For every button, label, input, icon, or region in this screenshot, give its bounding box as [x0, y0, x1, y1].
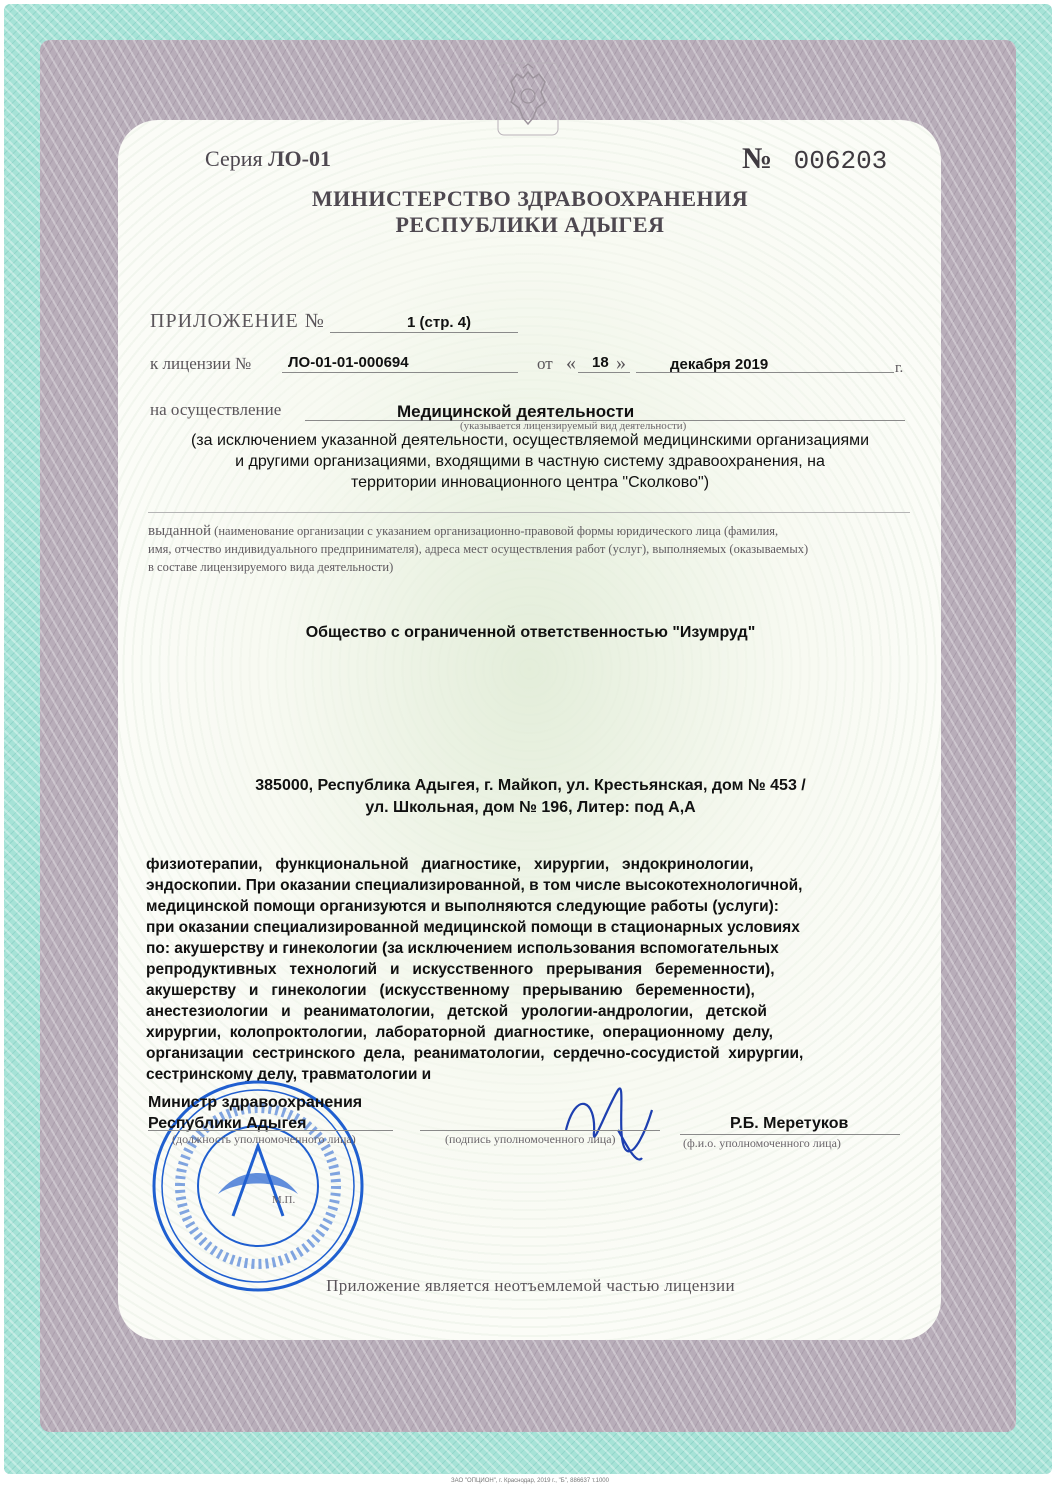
- printer-info: ЗАО "ОПЦИОН", г. Краснодар, 2019 г., "Б", 886637 т.1000: [451, 1478, 609, 1484]
- appendix-underline: [330, 332, 518, 333]
- signature-underline: [420, 1130, 660, 1131]
- activity-hint: (указывается лицензируемый вид деятельности): [460, 420, 687, 432]
- issued-hint-line-1: (наименование организации с указанием организационно-правовой формы юридического лица (фамилия,: [214, 524, 779, 538]
- services-line: физиотерапии, функциональной диагностике, хирургии, эндокринологии,: [146, 856, 754, 873]
- services-line: сестринскому делу, травматологии и: [146, 1066, 432, 1083]
- license-month-year: декабря 2019: [670, 356, 769, 373]
- organization-address: [148, 775, 913, 819]
- signatory-name: Р.Б. Меретуков: [730, 1115, 849, 1132]
- license-day-underline: [578, 372, 630, 373]
- license-day: 18: [592, 354, 609, 371]
- issued-hint-line-3: в составе лицензируемого вида деятельности): [148, 560, 394, 574]
- activity-label: на осуществление: [150, 400, 282, 419]
- services-list: [146, 854, 912, 1085]
- issued-label: выданной: [148, 523, 212, 539]
- appendix-value: 1 (стр. 4): [407, 314, 472, 331]
- series-label: Серия: [205, 146, 263, 171]
- series-value: ЛО-01: [268, 146, 331, 171]
- activity-detail: [140, 430, 920, 493]
- organization-name: Общество с ограниченной ответственностью "Изумруд": [305, 624, 756, 641]
- services-line: по: акушерству и гинекологии (за исключением использования вспомогательных: [146, 940, 779, 957]
- position-underline: [148, 1130, 393, 1131]
- services-line: медицинской помощи организуются и выполняются следующие работы (услуги):: [146, 898, 779, 915]
- number-sign: №: [742, 142, 773, 175]
- quote-close: »: [616, 352, 626, 374]
- activity-detail-line-1: (за исключением указанной деятельности, осуществляемой медицинскими организациями: [190, 432, 870, 449]
- license-label: к лицензии №: [150, 354, 252, 373]
- position-hint: (должность уполномоченного лица): [172, 1132, 356, 1146]
- appendix-label: ПРИЛОЖЕНИЕ №: [150, 310, 325, 332]
- services-line: хирургии, колопроктологии, лабораторной диагностике, операционному делу,: [146, 1024, 773, 1041]
- signature-icon: [556, 1070, 676, 1170]
- number-row: [742, 142, 887, 176]
- name-hint: (ф.и.о. уполномоченного лица): [683, 1136, 841, 1150]
- services-line: акушерству и гинекологии (искусственному прерыванию беременности),: [146, 982, 755, 999]
- activity-title: Медицинской деятельности: [397, 402, 635, 421]
- activity-bottom-line: [148, 512, 910, 513]
- issued-block: [148, 522, 913, 576]
- signatory-position: [148, 1092, 362, 1134]
- services-line: репродуктивных технологий и искусственного прерывания беременности),: [146, 961, 775, 978]
- ministry-line-1: МИНИСТЕРСТВО ЗДРАВООХРАНЕНИЯ: [311, 186, 749, 211]
- license-number: ЛО-01-01-000694: [288, 354, 409, 371]
- services-line: анестезиологии и реаниматологии, детской урологии-андрологии, детской: [146, 1003, 767, 1020]
- address-line-1: 385000, Республика Адыгея, г. Майкоп, ул. Крестьянская, дом № 453 /: [255, 777, 806, 794]
- license-from-label: от: [537, 354, 553, 373]
- issued-hint-line-2: имя, отчество индивидуального предпринимателя), адреса мест осуществления работ (услуг), выполняемых (оказываемых): [148, 542, 809, 556]
- position-line-1: Министр здравоохранения: [148, 1094, 363, 1111]
- position-line-2: Республики Адыгея: [148, 1115, 307, 1132]
- name-underline: [680, 1134, 900, 1135]
- services-line: организации сестринского дела, реаниматологии, сердечно-сосудистой хирургии,: [146, 1045, 804, 1062]
- address-line-2: ул. Школьная, дом № 196, Литер: под А,А: [365, 799, 696, 816]
- mp-label: М.П.: [272, 1194, 296, 1206]
- ministry-title: [210, 186, 850, 238]
- ministry-line-2: РЕСПУБЛИКИ АДЫГЕЯ: [395, 212, 665, 237]
- number-value: 006203: [793, 146, 888, 176]
- series-row: [205, 146, 331, 172]
- services-line: эндоскопии. При оказании специализированной, в том числе высокотехнологичной,: [146, 877, 803, 894]
- license-number-underline: [282, 372, 518, 373]
- coat-of-arms-icon: [497, 62, 559, 136]
- services-line: при оказании специализированной медицинской помощи в стационарных условиях: [146, 919, 800, 936]
- license-year-suffix: г.: [895, 360, 904, 376]
- quote-open: «: [566, 352, 576, 374]
- signature-hint: (подпись уполномоченного лица): [445, 1132, 616, 1146]
- footer-note: Приложение является неотъемлемой частью лицензии: [326, 1276, 735, 1295]
- activity-detail-line-2: и другими организациями, входящими в частную систему здравоохранения, на: [235, 453, 825, 470]
- activity-detail-line-3: территории инновационного центра "Сколково"): [350, 474, 710, 491]
